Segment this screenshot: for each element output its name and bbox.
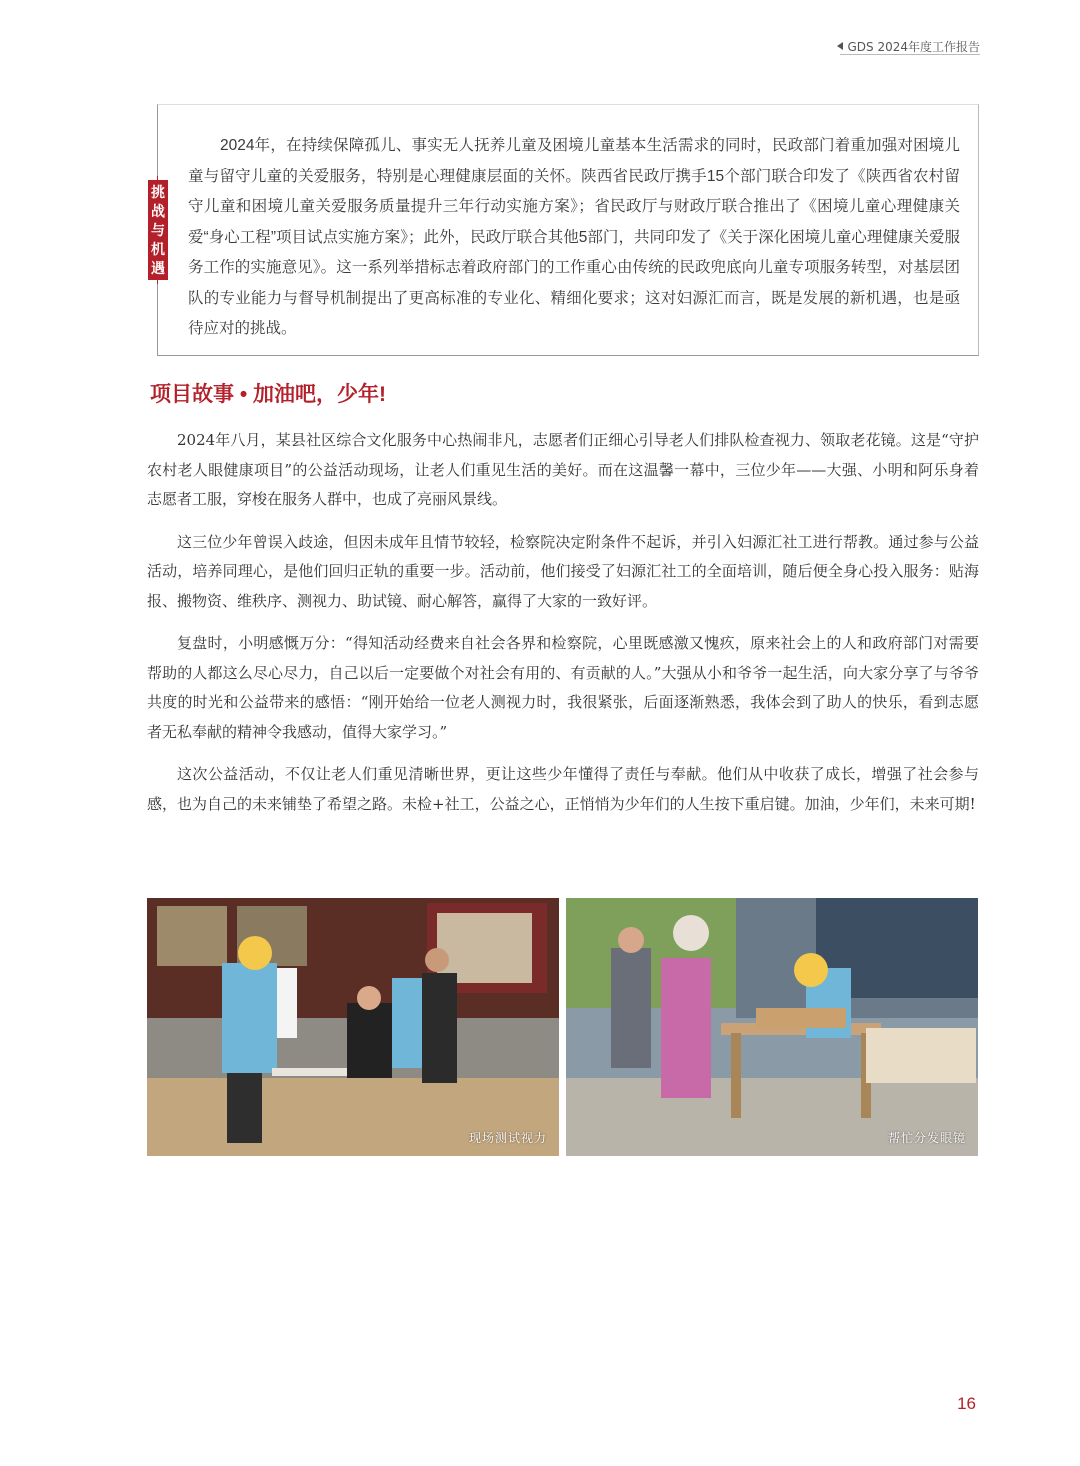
photo-caption: 现场测试视力 [468,1131,547,1145]
challenge-paragraph [188,131,960,345]
header-divider [840,54,980,55]
story-paragraph: 这三位少年曾误入歧途，但因未成年且情节较轻，检察院决定附条件不起诉，并引入妇源汇社工进行帮教。通过参与公益活动，培养同理心，是他们回归正轨的重要一步。活动前，他们接受了妇源汇社工的全面培训，随后便全身心投入服务：贴海报、搬物资、维秩序、测视力、助试镜、耐心解答，赢得了大家的一致好评。 [147,532,979,610]
page-number: 16 [957,1394,976,1413]
challenge-box [157,104,979,356]
story-body [147,426,979,832]
challenge-tag [148,180,168,280]
story-paragraph: 复盘时，小明感慨万分：“得知活动经费来自社会各界和检察院，心里既感激又愧疚，原来社会上的人和政府部门对需要帮助的人都这么尽心尽力，自己以后一定要做个对社会有用的、有贡献的人。”大强从小和爷爷一起生活，向大家分享了与爷爷共度的时光和公益带来的感悟：“刚开始给一位老人测视力时，我很紧张，后面逐渐熟悉，我体会到了助人的快乐，看到志愿者无私奉献的精神令我感动，值得大家学习。” [147,634,979,741]
story-paragraph: 2024年八月，某县社区综合文化服务中心热闹非凡，志愿者们正细心引导老人们排队检查视力、领取老花镜。这是“守护农村老人眼健康项目”的公益活动现场，让老人们重见生活的美好。而在这温馨一幕中，三位少年——大强、小明和阿乐身着志愿者工服，穿梭在服务人群中，也成了亮丽风景线。 [147,431,979,508]
story-paragraph: 这次公益活动，不仅让老人们重见清晰世界，更让这些少年懂得了责任与奉献。他们从中收获了成长，增强了社会参与感，也为自己的未来铺垫了希望之路。未检+社工，公益之心，正悄悄为少年们的人生按下重启键。加油，少年们，未来可期! [147,765,979,813]
challenge-text: 2024年，在持续保障孤儿、事实无人抚养儿童及困境儿童基本生活需求的同时，民政部门着重加强对困境儿童与留守儿童的关爱服务，特别是心理健康层面的关怀。陕西省民政厅携手15个部门联合印发了《陕西省农村留守儿童和困境儿童关爱服务质量提升三年行动实施方案》；省民政厅与财政厅联合推出了《困境儿童心理健康关爱“身心工程”项目试点实施方案》；此外，民政厅联合其他5部门，共同印发了《关于深化困境儿童心理健康关爱服务工作的实施意见》。这一系列举措标志着政府部门的工作重心由传统的民政兜底向儿童专项服务转型，对基层团队的专业能力与督导机制提出了更高标准的专业化、精细化要求；这对妇源汇而言，既是发展的新机遇，也是亟待应对的挑战。 [188,137,960,337]
photo-glasses-distribution [566,898,978,1156]
report-title: GDS 2024年度工作报告 [847,40,980,54]
story-title: 项目故事 • 加油吧，少年! [150,383,387,406]
triangle-left-icon [837,42,843,50]
report-header [837,38,980,55]
photo-caption: 帮忙分发眼镜 [887,1131,966,1145]
photo-vision-test [147,898,559,1156]
challenge-tag-label: 挑 战 与 机 遇 [151,185,165,277]
